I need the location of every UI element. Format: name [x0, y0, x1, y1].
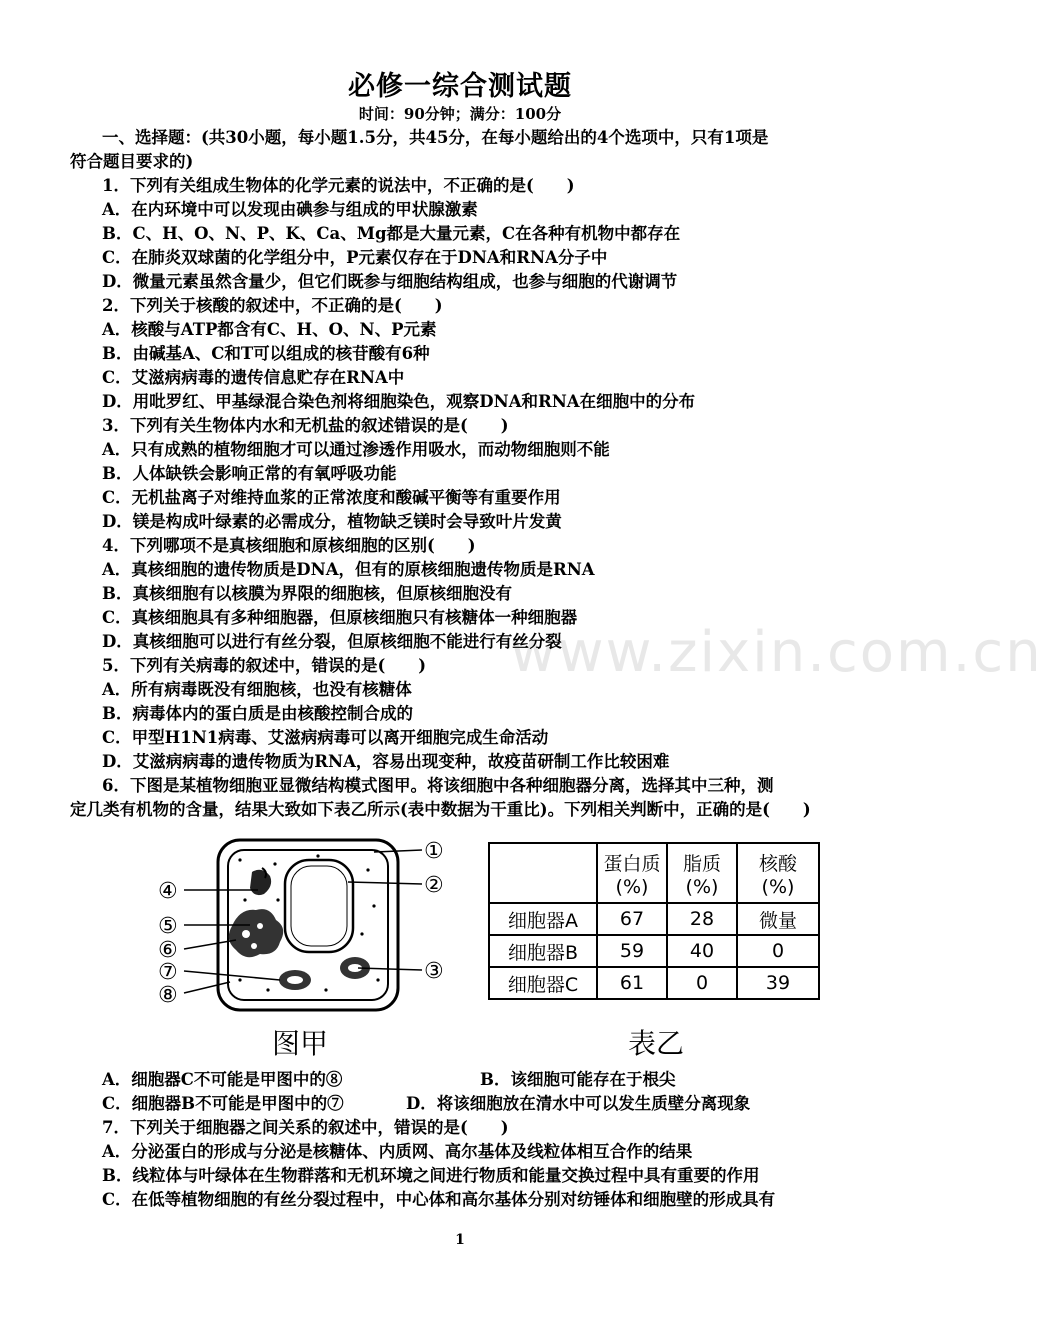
question-4-stem: 4．下列哪项不是真核细胞和原核细胞的区别( ): [102, 536, 476, 555]
question-6-option-a: A．细胞器C不可能是甲图中的⑧: [102, 1070, 343, 1089]
organelle-table: [488, 842, 820, 1000]
question-1-option-c: C．在肺炎双球菌的化学组分中，P元素仅存在于DNA和RNA分子中: [102, 248, 608, 267]
question-7-option-a: A．分泌蛋白的形成与分泌是核糖体、内质网、高尔基体及线粒体相互合作的结果: [102, 1142, 693, 1161]
label-4: ④: [158, 879, 178, 904]
question-3-stem: 3．下列有关生物体内水和无机盐的叙述错误的是( ): [102, 416, 509, 435]
question-1-option-d: D．微量元素虽然含量少，但它们既参与细胞结构组成，也参与细胞的代谢调节: [102, 272, 678, 291]
table-cell: 67: [597, 903, 667, 935]
question-7-option-b: B．线粒体与叶绿体在生物群落和无机环境之间进行物质和能量交换过程中具有重要的作用: [102, 1166, 760, 1185]
question-2-option-b: B．由碱基A、C和T可以组成的核苷酸有6种: [102, 344, 430, 363]
table-cell: 59: [597, 935, 667, 967]
table-row: [489, 967, 819, 999]
question-2-option-d: D．用吡罗红、甲基绿混合染色剂将细胞染色，观察DNA和RNA在细胞中的分布: [102, 392, 696, 411]
question-6-option-d: D．将该细胞放在清水中可以发生质壁分离现象: [406, 1094, 751, 1113]
page-title: 必修一综合测试题: [348, 71, 572, 102]
section-heading: 一、选择题：(共30小题，每小题1.5分，共45分，在每小题给出的4个选项中，只有1项是: [102, 128, 769, 147]
question-5-option-c: C．甲型H1N1病毒、艾滋病病毒可以离开细胞完成生命活动: [102, 728, 549, 747]
section-heading-cont: 符合题目要求的): [70, 152, 194, 171]
question-7-stem: 7．下列关于细胞器之间关系的叙述中，错误的是( ): [102, 1118, 509, 1137]
exam-info: 时间：90分钟；满分：100分: [358, 105, 562, 123]
table-cell: 细胞器C: [489, 967, 597, 999]
question-5-option-d: D．艾滋病病毒的遗传物质为RNA，容易出现变种，故疫苗研制工作比较困难: [102, 752, 670, 771]
watermark: www.zixin.com.cn: [510, 620, 1043, 685]
question-7-option-c: C．在低等植物细胞的有丝分裂过程中，中心体和高尔基体分别对纺锤体和细胞壁的形成具有: [102, 1190, 776, 1209]
question-6-option-c: C．细胞器B不可能是甲图中的⑦: [102, 1094, 344, 1113]
question-6-stem-cont: 定几类有机物的含量，结果大致如下表乙所示(表中数据为干重比)。下列相关判断中，正确的是( ): [70, 800, 811, 819]
label-2: ②: [424, 873, 444, 898]
question-4-option-b: B．真核细胞有以核膜为界限的细胞核，但原核细胞没有: [102, 584, 512, 603]
question-5-option-b: B．病毒体内的蛋白质是由核酸控制合成的: [102, 704, 413, 723]
label-6: ⑥: [158, 938, 178, 963]
question-3-option-d: D．镁是构成叶绿素的必需成分，植物缺乏镁时会导致叶片发黄: [102, 512, 562, 531]
question-4-option-c: C．真核细胞具有多种细胞器，但原核细胞只有核糖体一种细胞器: [102, 608, 578, 627]
table-caption: 表乙: [628, 1027, 685, 1060]
table-header-lipid: 脂质 (%): [667, 843, 737, 903]
table-cell: 61: [597, 967, 667, 999]
table-cell: 微量: [737, 903, 819, 935]
question-3-option-c: C．无机盐离子对维持血浆的正常浓度和酸碱平衡等有重要作用: [102, 488, 561, 507]
label-5: ⑤: [158, 914, 178, 939]
question-3-option-b: B．人体缺铁会影响正常的有氧呼吸功能: [102, 464, 397, 483]
question-2-option-a: A．核酸与ATP都含有C、H、O、N、P元素: [102, 320, 437, 339]
question-1-option-b: B．C、H、O、N、P、K、Ca、Mg都是大量元素，C在各种有机物中都存在: [102, 224, 681, 243]
table-row: [489, 903, 819, 935]
question-5-stem: 5．下列有关病毒的叙述中，错误的是( ): [102, 656, 427, 675]
question-1-option-a: A．在内环境中可以发现由碘参与组成的甲状腺激素: [102, 200, 478, 219]
question-3-option-a: A．只有成熟的植物细胞才可以通过渗透作用吸水，而动物细胞则不能: [102, 440, 610, 459]
label-3: ③: [424, 959, 444, 984]
question-6-option-b: B．该细胞可能存在于根尖: [480, 1070, 676, 1089]
question-2-option-c: C．艾滋病病毒的遗传信息贮存在RNA中: [102, 368, 405, 387]
page-number: 1: [455, 1232, 465, 1248]
table-cell: 28: [667, 903, 737, 935]
question-6-stem: 6．下图是某植物细胞亚显微结构模式图甲。将该细胞中各种细胞器分离，选择其中三种，测: [102, 776, 774, 795]
table-header-corner: [489, 843, 597, 903]
question-2-stem: 2．下列关于核酸的叙述中，不正确的是( ): [102, 296, 443, 315]
question-5-option-a: A．所有病毒既没有细胞核，也没有核糖体: [102, 680, 412, 699]
label-1: ①: [424, 839, 444, 864]
table-cell: 40: [667, 935, 737, 967]
question-4-option-d: D．真核细胞可以进行有丝分裂，但原核细胞不能进行有丝分裂: [102, 632, 562, 651]
question-4-option-a: A．真核细胞的遗传物质是DNA，但有的原核细胞遗传物质是RNA: [102, 560, 595, 579]
label-8: ⑧: [158, 983, 178, 1008]
table-header-nucleic-acid: 核酸 (%): [737, 843, 819, 903]
table-cell: 0: [737, 935, 819, 967]
table-cell: 细胞器A: [489, 903, 597, 935]
table-cell: 细胞器B: [489, 935, 597, 967]
table-cell: 39: [737, 967, 819, 999]
table-cell: 0: [667, 967, 737, 999]
table-row: [489, 935, 819, 967]
plant-cell-diagram: [150, 830, 460, 1020]
figure-caption: 图甲: [272, 1027, 329, 1060]
question-1-stem: 1．下列有关组成生物体的化学元素的说法中，不正确的是( ): [102, 176, 575, 195]
label-7: ⑦: [158, 960, 178, 985]
table-header-protein: 蛋白质 (%): [597, 843, 667, 903]
